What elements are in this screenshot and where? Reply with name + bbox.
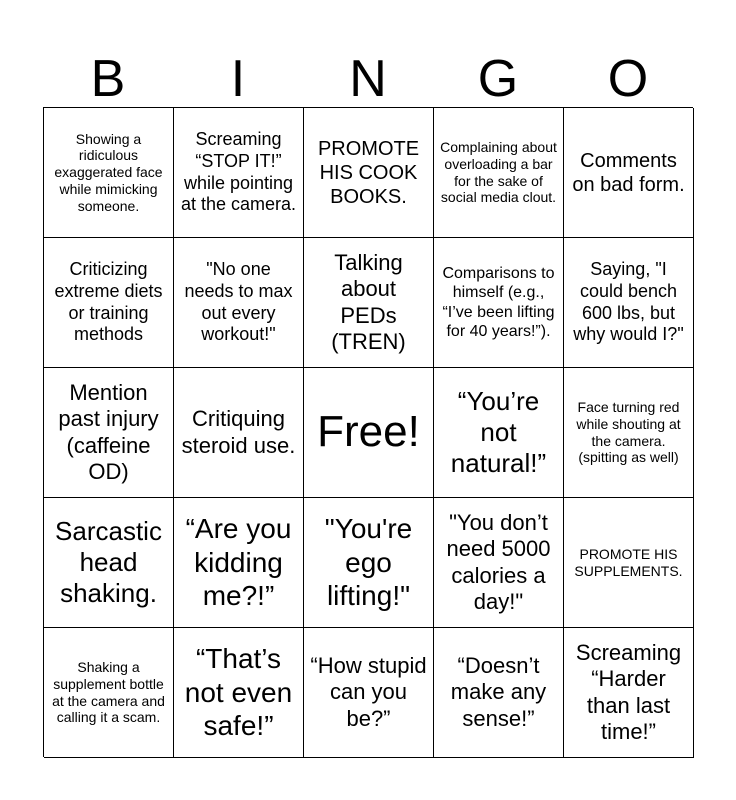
bingo-cell[interactable]: "You're ego lifting!" [304,498,434,628]
bingo-cell[interactable]: PROMOTE HIS COOK BOOKS. [304,108,434,238]
bingo-board [43,107,693,757]
bingo-cell[interactable]: Screaming “STOP IT!” while pointing at the camera. [174,108,304,238]
bingo-cell[interactable]: “Doesn’t make any sense!” [434,628,564,758]
header-letter-g: G [477,50,519,108]
bingo-cell[interactable]: Complaining about overloading a bar for the sake of social media clout. [434,108,564,238]
header-letter-n: N [349,50,387,108]
bingo-cell[interactable]: Comparisons to himself (e.g., “I’ve been lifting for 40 years!”). [434,238,564,368]
bingo-cell[interactable]: Saying, "I could bench 600 lbs, but why would I?" [564,238,694,368]
bingo-cell[interactable]: Shaking a supplement bottle at the camera and calling it a scam. [44,628,174,758]
bingo-cell[interactable]: Face turning red while shouting at the camera. (spitting as well) [564,368,694,498]
bingo-cell[interactable]: Critiquing steroid use. [174,368,304,498]
header-letter-i: I [230,50,246,108]
bingo-cell[interactable]: Talking about PEDs (TREN) [304,238,434,368]
free-space[interactable]: Free! [304,368,434,498]
bingo-cell[interactable]: “You’re not natural!” [434,368,564,498]
header-letter-b: B [90,50,126,108]
bingo-cell[interactable]: Showing a ridiculous exaggerated face while mimicking someone. [44,108,174,238]
bingo-cell[interactable]: Sarcastic head shaking. [44,498,174,628]
bingo-cell[interactable]: “How stupid can you be?” [304,628,434,758]
header-letter-o: O [607,50,649,108]
bingo-cell[interactable]: "No one needs to max out every workout!" [174,238,304,368]
bingo-cell[interactable]: “Are you kidding me?!” [174,498,304,628]
bingo-cell[interactable]: Mention past injury (caffeine OD) [44,368,174,498]
bingo-header [43,44,693,106]
bingo-cell[interactable]: Comments on bad form. [564,108,694,238]
bingo-cell[interactable]: Screaming “Harder than last time!” [564,628,694,758]
bingo-cell[interactable]: "You don’t need 5000 calories a day!" [434,498,564,628]
bingo-cell[interactable]: Criticizing extreme diets or training methods [44,238,174,368]
bingo-cell[interactable]: PROMOTE HIS SUPPLEMENTS. [564,498,694,628]
bingo-cell[interactable]: “That’s not even safe!” [174,628,304,758]
